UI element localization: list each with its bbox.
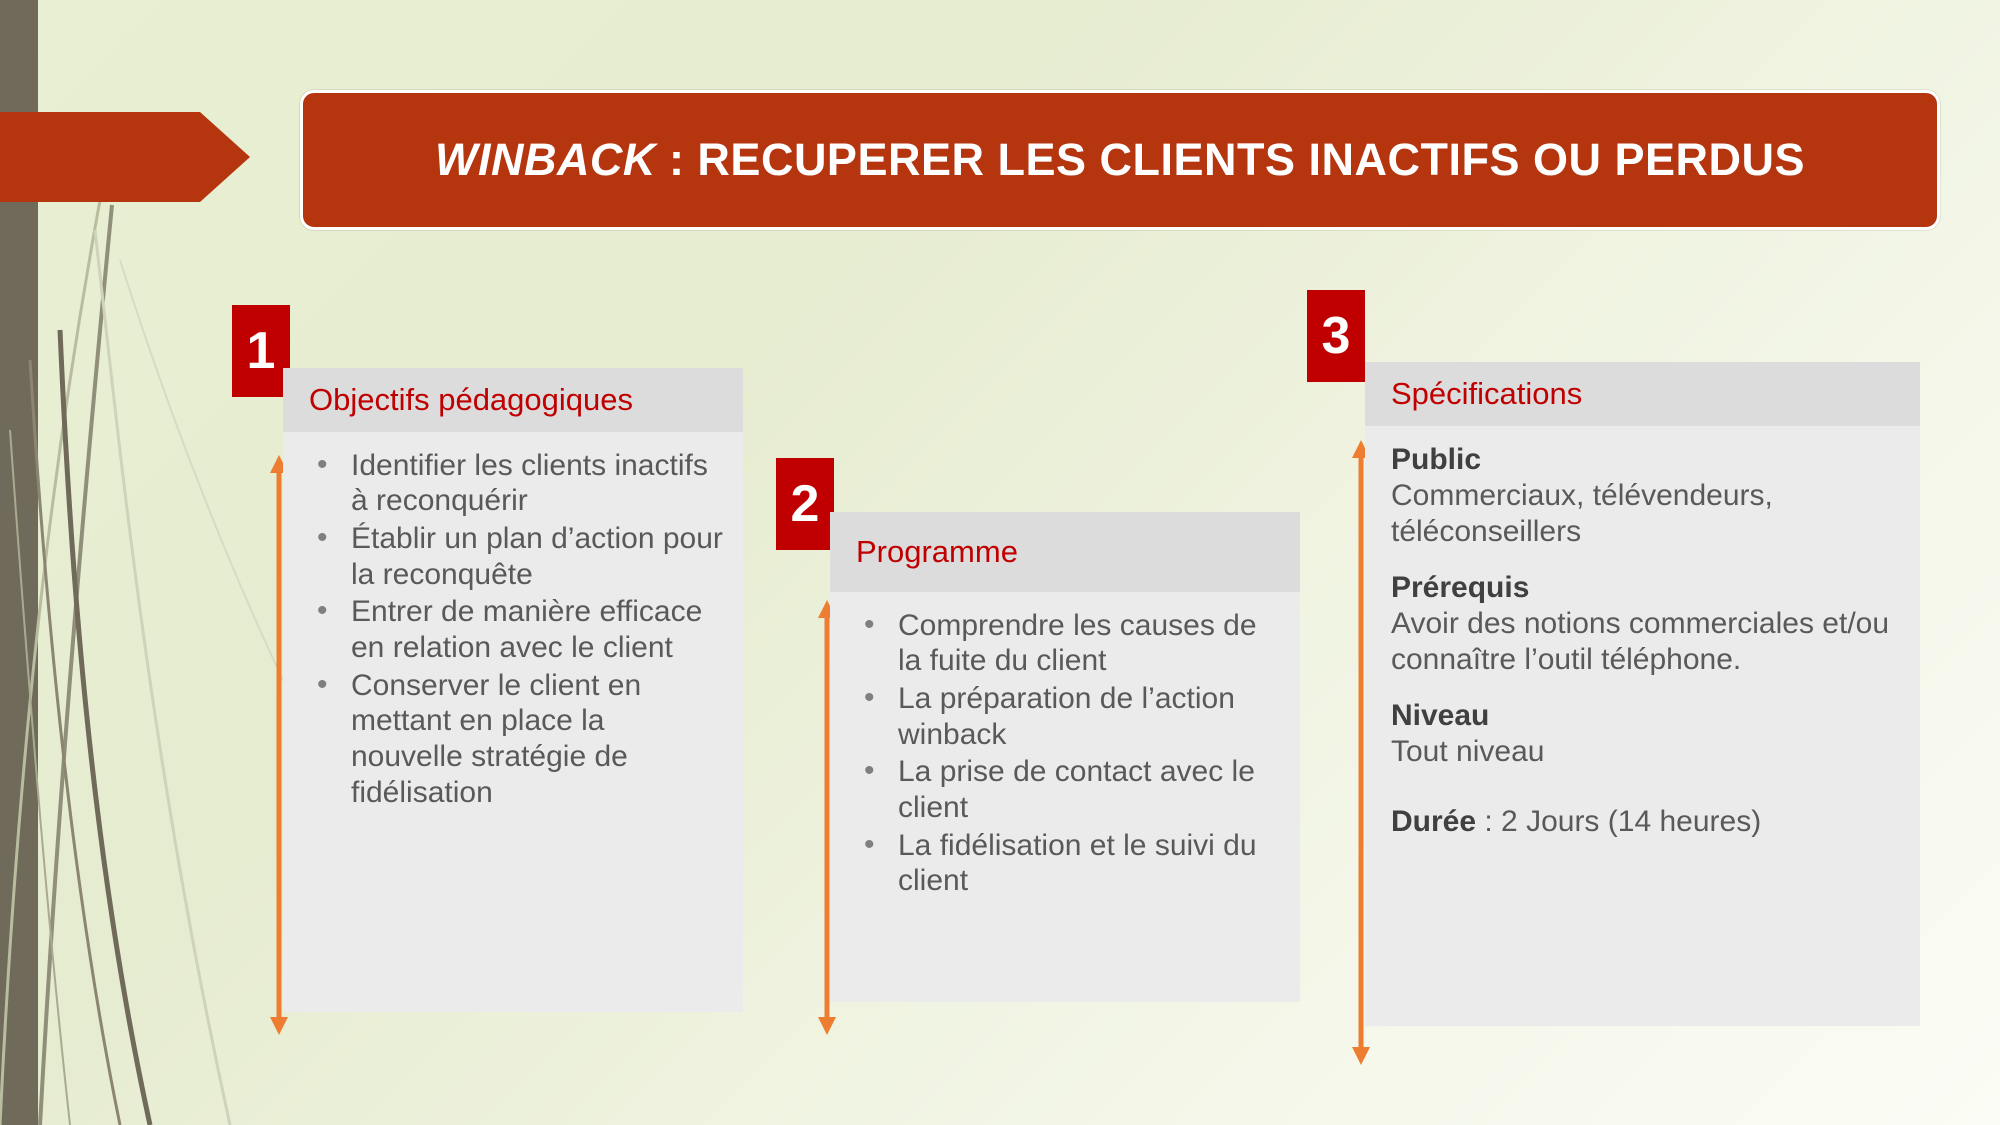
spec-label: Niveau [1391,698,1490,732]
column-3-body [1365,426,1920,1026]
list-item: • Conserver le client en mettant en place la nouvelle stratégie de fidélisation [309,668,723,811]
badge-number-3 [1307,290,1365,382]
spec-label: Durée [1391,804,1477,838]
badge-label-2: 2 [790,475,820,533]
spec-value: Commerciaux, télévendeurs, téléconseillers [1391,478,1773,548]
column-3-heading: Spécifications [1365,362,1920,426]
badge-label-3: 3 [1321,307,1351,365]
list-item: • La préparation de l’action winback [856,681,1280,752]
title-emphasis: WINBACK [434,134,656,185]
column-card-2 [830,512,1300,1002]
page-title [435,134,1805,186]
column-card-3 [1365,362,1920,1026]
spec-niveau [1391,698,1900,770]
badge-number-1 [232,305,290,397]
badge-number-2 [776,458,834,550]
title-arrow-shape [0,112,250,202]
list-item: • Identifier les clients inactifs à reconquérir [309,448,723,519]
list-item: • La prise de contact avec le client [856,754,1280,825]
column-2-body [830,592,1300,1002]
list-item: • Entrer de manière efficace en relation avec le client [309,594,723,665]
spec-duree [1391,804,1900,840]
column-1-body [283,432,743,1012]
spec-public [1391,442,1900,550]
list-item: • Comprendre les causes de la fuite du client [856,608,1280,679]
badge-label-1: 1 [246,322,276,380]
spec-value: Avoir des notions commerciales et/ou connaître l’outil téléphone. [1391,606,1890,676]
slide-title-bar [300,90,1940,230]
spec-label: Prérequis [1391,570,1530,604]
column-2-list [856,608,1280,900]
column-1-list [309,448,723,811]
title-rest: : RECUPERER LES CLIENTS INACTIFS OU PERDUS [655,134,1806,185]
column-1-heading: Objectifs pédagogiques [283,368,743,432]
spec-value: Tout niveau [1391,734,1545,768]
column-card-1 [283,368,743,1012]
spec-prerequis [1391,570,1900,678]
spec-value: : 2 Jours (14 heures) [1476,804,1762,838]
list-item: • La fidélisation et le suivi du client [856,828,1280,899]
column-2-heading: Programme [830,512,1300,592]
spec-label: Public [1391,442,1482,476]
list-item: • Établir un plan d’action pour la reconquête [309,521,723,592]
